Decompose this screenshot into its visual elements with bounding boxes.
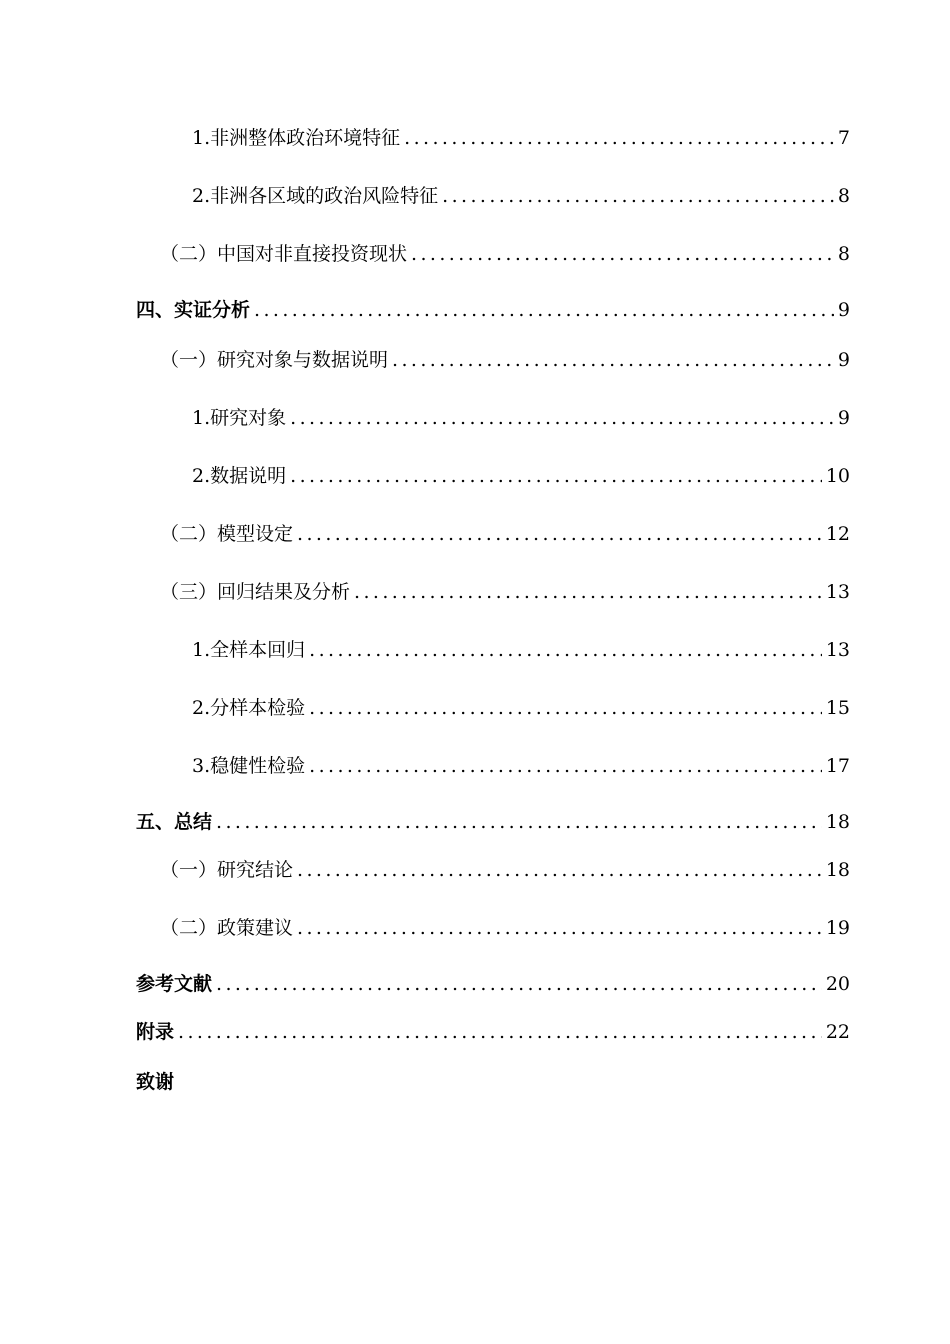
toc-entry-label: 1.全样本回归: [192, 639, 306, 661]
toc-entry-label: 2.分样本检验: [192, 697, 306, 719]
toc-entry-label: （一）研究对象与数据说明: [160, 349, 389, 371]
toc-entry-research-object[interactable]: [192, 406, 850, 430]
toc-entry-conclusions[interactable]: [160, 858, 850, 882]
toc-entry-regression-results[interactable]: [160, 580, 850, 604]
toc-entry-fdi-status[interactable]: [160, 242, 850, 266]
toc-entry-label: 2.数据说明: [192, 465, 287, 487]
toc-page-number: 10: [825, 465, 850, 487]
toc-entry-label: 2.非洲各区域的政治风险特征: [192, 185, 439, 207]
toc-entry-full-sample[interactable]: [192, 638, 850, 662]
toc-entry-label: 1.研究对象: [192, 407, 287, 429]
toc-leader-dots: [290, 464, 822, 488]
toc-entry-label: 五、总结: [136, 811, 213, 833]
toc-page-number: 15: [825, 697, 850, 719]
toc-entry-data-description[interactable]: [192, 464, 850, 488]
toc-page-number: 9: [837, 407, 850, 429]
toc-entry-research-object-data[interactable]: [160, 348, 850, 372]
toc-page-number: 7: [837, 127, 850, 149]
toc-page-number: 20: [825, 973, 850, 995]
toc-entry-label: （二）中国对非直接投资现状: [160, 243, 408, 265]
toc-entry-label: 四、实证分析: [136, 299, 251, 321]
toc-entry-political-environment[interactable]: [192, 126, 850, 150]
toc-page-number: 9: [837, 349, 850, 371]
toc-leader-dots: [309, 696, 822, 720]
toc-page-number: 13: [825, 581, 850, 603]
toc-entry-empirical-analysis[interactable]: [136, 298, 850, 322]
toc-entry-label: 3.稳健性检验: [192, 755, 306, 777]
toc-leader-dots: [290, 406, 834, 430]
toc-entry-regional-risk[interactable]: [192, 184, 850, 208]
toc-leader-dots: [254, 298, 834, 322]
toc-entry-subsample-test[interactable]: [192, 696, 850, 720]
toc-leader-dots: [297, 522, 822, 546]
toc-entry-label: （一）研究结论: [160, 859, 294, 881]
toc-leader-dots: [216, 972, 822, 996]
toc-leader-dots: [216, 810, 822, 834]
toc-page-number: 17: [825, 755, 850, 777]
toc-page-number: 8: [837, 185, 850, 207]
toc-entry-references[interactable]: [136, 972, 850, 996]
toc-entry-label: 附录: [136, 1021, 175, 1043]
toc-leader-dots: [354, 580, 822, 604]
toc-page-number: 8: [837, 243, 850, 265]
toc-page-number: 9: [837, 299, 850, 321]
toc-leader-dots: [309, 638, 822, 662]
toc-leader-dots: [392, 348, 834, 372]
toc-leader-dots: [309, 754, 822, 778]
toc-entry-label: （二）模型设定: [160, 523, 294, 545]
toc-leader-dots: [297, 916, 822, 940]
toc-entry-policy-suggestions[interactable]: [160, 916, 850, 940]
toc-leader-dots: [442, 184, 834, 208]
toc-entry-acknowledgements[interactable]: [136, 1070, 850, 1094]
toc-leader-dots: [297, 858, 822, 882]
toc-entry-robustness-test[interactable]: [192, 754, 850, 778]
toc-page-number: 18: [825, 811, 850, 833]
toc-entry-summary[interactable]: [136, 810, 850, 834]
toc-entry-label: （三）回归结果及分析: [160, 581, 351, 603]
toc-entry-label: 1.非洲整体政治环境特征: [192, 127, 401, 149]
toc-entry-label: 致谢: [136, 1071, 175, 1093]
toc-entry-label: （二）政策建议: [160, 917, 294, 939]
toc-page-number: 13: [825, 639, 850, 661]
toc-leader-dots: [411, 242, 834, 266]
toc-page-number: 18: [825, 859, 850, 881]
toc-leader-dots: [178, 1020, 822, 1044]
toc-leader-dots: [404, 126, 834, 150]
toc-entry-label: 参考文献: [136, 973, 213, 995]
toc-entry-appendix[interactable]: [136, 1020, 850, 1044]
toc-entry-model-setup[interactable]: [160, 522, 850, 546]
toc-page-number: 12: [825, 523, 850, 545]
toc-page-number: 19: [825, 917, 850, 939]
toc-page-number: 22: [825, 1021, 850, 1043]
